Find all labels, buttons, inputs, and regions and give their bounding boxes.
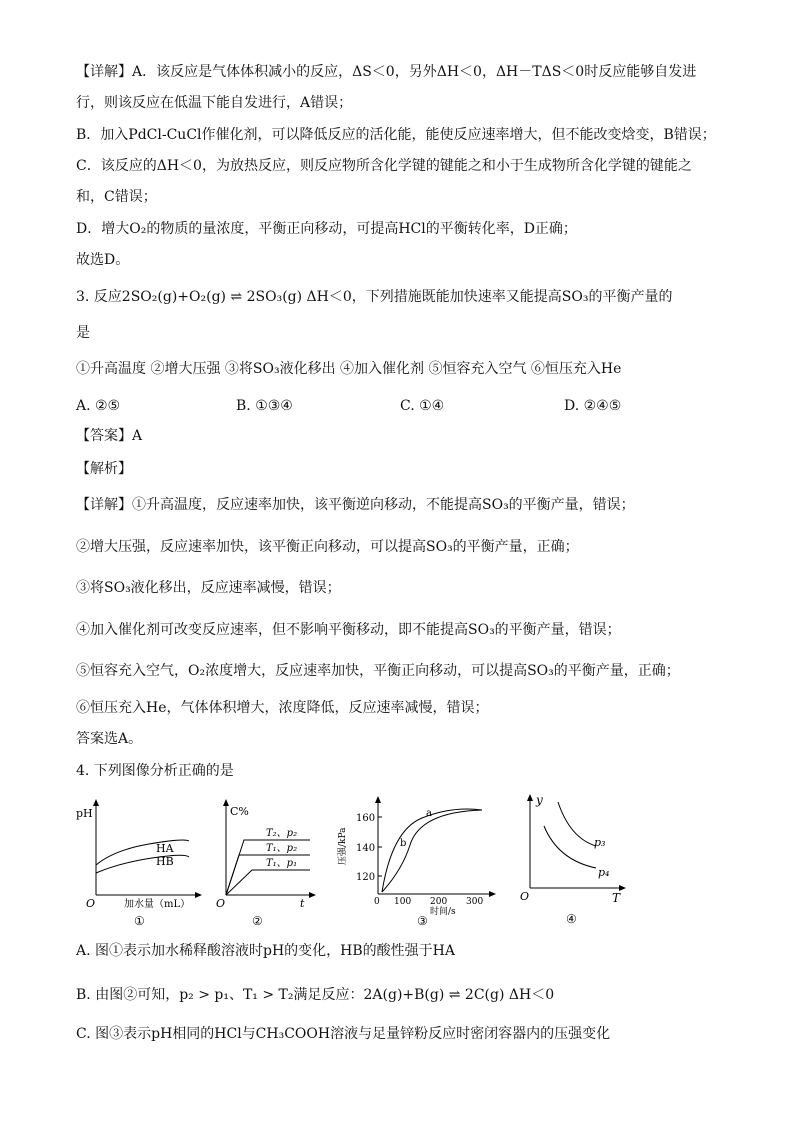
f3-y-arrow [375, 796, 381, 803]
f3-ytick-140: 140 [356, 843, 376, 854]
figure-4 [514, 788, 634, 930]
f3-xtick-200: 200 [430, 897, 448, 907]
explain-line-6: D．增大O₂的物质的量浓度，平衡正向移动，可提高HCl的平衡转化率，D正确； [76, 221, 577, 237]
f1-number: ① [134, 914, 145, 928]
explain-line-5: 和，C错误； [76, 189, 157, 205]
answer-label: 【答案】A [76, 428, 143, 444]
f3-xtick-300: 300 [466, 897, 484, 907]
f3-label-a: a [426, 808, 432, 819]
explain-line-7: 故选D。 [76, 252, 130, 268]
f4-curve-p3 [558, 802, 596, 846]
analysis-label: 【解析】 [76, 461, 132, 477]
q4-option-a: A. 图①表示加水稀释酸溶液时pH的变化，HB的酸性强于HA [76, 943, 455, 959]
f1-ylabel: pH [76, 807, 93, 820]
f4-origin: O [520, 890, 530, 903]
option-c: C. ①④ [400, 398, 445, 414]
f2-label-t1p2: T₁、p₂ [266, 843, 298, 854]
f1-x-arrow [195, 892, 202, 898]
detail-line-3: ③将SO₃液化移出，反应速率减慢，错误； [76, 580, 341, 596]
question-4-stem: 4. 下列图像分析正确的是 [76, 763, 234, 779]
explain-line-3: B．加入PdCl-CuCl作催化剂，可以降低反应的活化能，能使反应速率增大，但不能改变焓变，B错误； [76, 127, 716, 143]
explain-line-1: 【详解】A．该反应是气体体积减小的反应，ΔS＜0，另外ΔH＜0，ΔH－TΔS＜0时反应能够自发进 [76, 64, 697, 80]
question-3-stem: 3. 反应2SO₂(g)+O₂(g) ⇌ 2SO₃(g) ΔH＜0，下列措施既能加快速率又能提高SO₃的平衡产量的 [76, 289, 673, 305]
f3-xlabel: 时间/s [430, 907, 456, 917]
f2-label-t1p1: T₁、p₁ [266, 858, 298, 869]
figure-1 [74, 795, 204, 930]
detail-line-4: ④加入催化剂可改变反应速率，但不影响平衡移动，即不能提高SO₃的平衡产量，错误； [76, 622, 621, 638]
f3-x-arrow [489, 891, 496, 897]
f3-xtick-0: 0 [374, 897, 380, 907]
f4-xlabel: T [612, 891, 621, 905]
figure-3 [332, 790, 502, 930]
f3-ytick-120: 120 [356, 872, 376, 883]
f2-ylabel: C% [230, 805, 249, 818]
f2-x-arrow [309, 892, 316, 898]
option-a: A. ②⑤ [76, 398, 121, 414]
q4-option-c: C. 图③表示pH相同的HCl与CH₃COOH溶液与足量锌粉反应时密闭容器内的压强变化 [76, 1026, 611, 1042]
f1-curve-ha [96, 840, 189, 865]
f1-origin: O [86, 897, 96, 910]
detail-line-6: ⑥恒压充入He，气体体积增大，浓度降低，反应速率减慢，错误； [76, 700, 489, 716]
f2-origin: O [216, 897, 226, 910]
f3-label-b: b [400, 838, 407, 849]
f3-curve-a [382, 809, 482, 892]
f3-xtick-100: 100 [394, 897, 412, 907]
q4-option-b: B. 由图②可知，p₂ > p₁、T₁ > T₂满足反应：2A(g)+B(g) ⇌ 2C(g) ΔH＜0 [76, 987, 555, 1003]
f4-x-arrow [619, 885, 626, 891]
question-3-measures: ①升高温度 ②增大压强 ③将SO₃液化移出 ④加入催化剂 ⑤恒容充入空气 ⑥恒压充入He [76, 361, 622, 377]
detail-line-7: 答案选A。 [76, 731, 143, 747]
f4-label-p4: p₄ [598, 866, 610, 879]
f4-ylabel: y [536, 793, 543, 807]
f4-label-p3: p₃ [594, 836, 606, 849]
f3-number: ③ [417, 914, 428, 928]
f2-label-t2p2: T₂、p₂ [266, 828, 298, 839]
f1-label-ha: HA [156, 842, 174, 855]
f1-curve-hb [96, 855, 189, 873]
explain-line-2: 行，则该反应在低温下能自发进行，A错误； [76, 95, 353, 111]
f2-xlabel: t [300, 897, 305, 910]
f3-ylabel: 压强/kPa [338, 827, 348, 865]
detail-line-2: ②增大压强，反应速率加快，该平衡正向移动，可以提高SO₃的平衡产量，正确； [76, 539, 579, 555]
f4-number: ④ [566, 912, 577, 926]
explain-line-4: C．该反应的ΔH＜0，为放热反应，则反应物所含化学键的键能之和小于生成物所含化学键的键能之 [76, 158, 692, 174]
f1-y-arrow [93, 799, 99, 806]
f4-y-arrow [527, 794, 533, 801]
option-d: D. ②④⑤ [564, 398, 622, 414]
figure-2 [212, 795, 322, 930]
f3-ytick-160: 160 [356, 813, 376, 824]
f2-line-t1p1 [226, 870, 310, 895]
f2-number: ② [252, 914, 263, 928]
f4-curve-p4 [544, 826, 596, 868]
question-3-stem-cont: 是 [76, 325, 90, 341]
detail-line-1: 【详解】①升高温度，反应速率加快，该平衡逆向移动，不能提高SO₃的平衡产量，错误； [76, 497, 635, 513]
detail-line-5: ⑤恒容充入空气，O₂浓度增大，反应速率加快，平衡正向移动，可以提高SO₃的平衡产量，正确； [76, 663, 680, 679]
option-b: B. ①③④ [236, 398, 293, 414]
f3-curve-b [382, 810, 482, 892]
f1-xlabel: 加水量（mL） [124, 899, 191, 910]
f2-y-arrow [223, 799, 229, 806]
f1-label-hb: HB [156, 855, 174, 868]
